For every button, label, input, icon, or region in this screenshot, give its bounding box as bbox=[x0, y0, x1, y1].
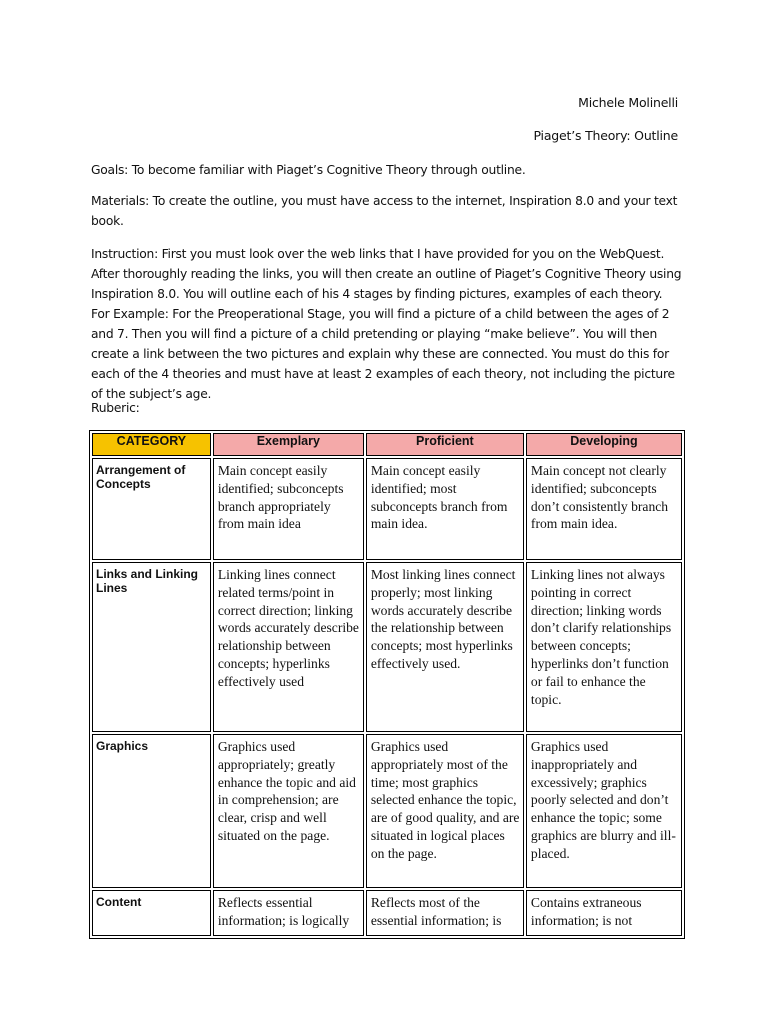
table-row bbox=[92, 562, 682, 732]
rubric-header-row bbox=[92, 433, 682, 456]
header-exemplary: Exemplary bbox=[213, 433, 364, 456]
cell-proficient: Most linking lines connect properly; most linking words accurately describe the relationship between concepts; most hyperlinks effectively used. bbox=[366, 562, 524, 732]
header-developing: Developing bbox=[526, 433, 682, 456]
cell-proficient: Main concept easily identified; most subconcepts branch from main idea. bbox=[366, 458, 524, 560]
instruction-paragraph: Instruction: First you must look over the web links that I have provided for you on the WebQuest. After thoroughly reading the links, you will then create an outline of Piaget’s Cognitive Theory using Inspiration 8.0. You will outline each of his 4 stages by finding pictures, examples of each theory. For Example: For the Preoperational Stage, you will find a picture of a child between the ages of 2 and 7. Then you will find a picture of a child pretending or playing “make believe”. You will then create a link between the two pictures and explain why these are connected. You must do this for each of the 4 theories and must have at least 2 examples of each theory, not including the picture of the subject’s age. bbox=[91, 247, 682, 401]
cell-developing: Graphics used inappropriately and excessively; graphics poorly selected and don’t enhance the topic; some graphics are blurry and ill-placed. bbox=[526, 734, 682, 888]
row-category: Links and Linking Lines bbox=[92, 562, 211, 732]
cell-exemplary: Linking lines connect related terms/point in correct direction; linking words accurately describe relationship between concepts; hyperlinks effectively used bbox=[213, 562, 364, 732]
cell-exemplary: Reflects essential information; is logically bbox=[213, 890, 364, 936]
author-name: Michele Molinelli bbox=[578, 95, 678, 110]
goals-paragraph: Goals: To become familiar with Piaget’s Cognitive Theory through outline. bbox=[91, 163, 526, 177]
materials-paragraph: Materials: To create the outline, you must have access to the internet, Inspiration 8.0 and your text book. bbox=[91, 194, 678, 228]
cell-developing: Contains extraneous information; is not bbox=[526, 890, 682, 936]
rubric-label: Ruberic: bbox=[91, 401, 140, 415]
header-proficient: Proficient bbox=[366, 433, 524, 456]
cell-developing: Linking lines not always pointing in correct direction; linking words don’t clarify relationships between concepts; hyperlinks don’t function or fail to enhance the topic. bbox=[526, 562, 682, 732]
cell-developing: Main concept not clearly identified; subconcepts don’t consistently branch from main idea. bbox=[526, 458, 682, 560]
cell-exemplary: Main concept easily identified; subconcepts branch appropriately from main idea bbox=[213, 458, 364, 560]
document-title: Piaget’s Theory: Outline bbox=[533, 128, 678, 143]
cell-exemplary: Graphics used appropriately; greatly enhance the topic and aid in comprehension; are clear, crisp and well situated on the page. bbox=[213, 734, 364, 888]
cell-proficient: Reflects most of the essential information; is bbox=[366, 890, 524, 936]
cell-proficient: Graphics used appropriately most of the time; most graphics selected enhance the topic, are of good quality, and are situated in logical places on the page. bbox=[366, 734, 524, 888]
row-category: Graphics bbox=[92, 734, 211, 888]
header-category: CATEGORY bbox=[92, 433, 211, 456]
table-row bbox=[92, 890, 682, 936]
rubric-table bbox=[89, 430, 685, 939]
table-row bbox=[92, 458, 682, 560]
row-category: Arrangement of Concepts bbox=[92, 458, 211, 560]
row-category: Content bbox=[92, 890, 211, 936]
table-row bbox=[92, 734, 682, 888]
